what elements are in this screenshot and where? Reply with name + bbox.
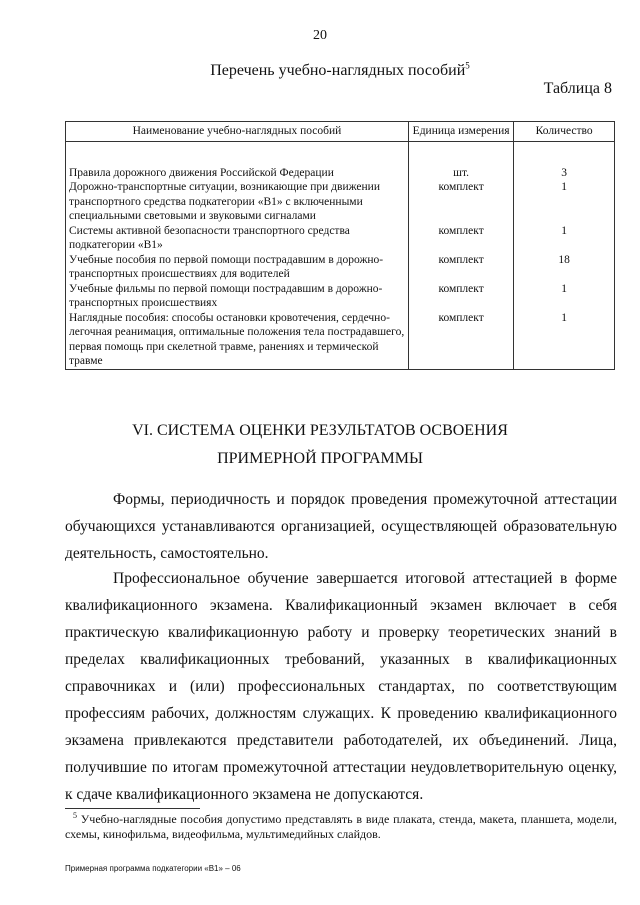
cell-unit: комплект (408, 180, 513, 224)
cell-unit: шт. (408, 141, 513, 180)
table-row (66, 282, 615, 311)
table-header-row (66, 122, 615, 142)
cell-quantity: 1 (514, 224, 615, 253)
footnote (65, 812, 617, 842)
footnote-reference: 5 (465, 60, 470, 71)
page-footer: Примерная программа подкатегории «В1» – 06 (65, 864, 241, 873)
table-row (66, 180, 615, 224)
cell-unit: комплект (408, 311, 513, 370)
cell-quantity: 3 (514, 141, 615, 180)
footnote-divider (65, 808, 200, 809)
cell-name: Системы активной безопасности транспортного средства подкатегории «В1» (66, 224, 409, 253)
header-unit: Единица измерения (408, 122, 513, 142)
cell-quantity: 1 (514, 311, 615, 370)
teaching-aids-table (65, 121, 615, 370)
cell-quantity: 18 (514, 253, 615, 282)
page-number: 20 (313, 28, 327, 43)
cell-name: Учебные фильмы по первой помощи пострадавшим в дорожно-транспортных происшествиях (66, 282, 409, 311)
table-row (66, 253, 615, 282)
table-label: Таблица 8 (543, 80, 612, 97)
paragraph: Профессиональное обучение завершается итоговой аттестацией в форме квалификационного экзамена. Квалификационный экзамен включает в себя практическую квалификационную работу и проверку теоретических знаний в пределах квалификационных требований, указанных в квалификационных справочниках и (или) профессиональных стандартах, по соответствующим профессиям рабочих, должностям служащих. К проведению квалификационного экзамена привлекаются представители работодателей, их объединений. Лица, получившие по итогам промежуточной аттестации неудовлетворительную оценку, к сдаче квалификационного экзамена не допускаются. (65, 570, 617, 803)
cell-name: Учебные пособия по первой помощи пострадавшим в дорожно-транспортных происшествиях для водителей (66, 253, 409, 282)
list-title-text: Перечень учебно-наглядных пособий (210, 62, 466, 79)
cell-name: Дорожно-транспортные ситуации, возникающие при движении транспортного средства подкатегории «В1» с включенными специальными световыми и звуковыми сигналами (66, 180, 409, 224)
list-title (0, 62, 640, 80)
header-quantity: Количество (514, 122, 615, 142)
cell-quantity: 1 (514, 180, 615, 224)
section-title-line: ПРИМЕРНОЙ ПРОГРАММЫ (217, 450, 423, 467)
header-name: Наименование учебно-наглядных пособий (66, 122, 409, 142)
cell-name: Правила дорожного движения Российской Федерации (66, 141, 409, 180)
footnote-mark: 5 (73, 811, 77, 820)
cell-unit: комплект (408, 253, 513, 282)
cell-quantity: 1 (514, 282, 615, 311)
table-row (66, 141, 615, 180)
cell-unit: комплект (408, 282, 513, 311)
footnote-text: Учебно-наглядные пособия допустимо представлять в виде плаката, стенда, макета, планшета, модели, схемы, кинофильма, видеофильма, мультимедийных слайдов. (65, 812, 618, 841)
section-title-line: VI. СИСТЕМА ОЦЕНКИ РЕЗУЛЬТАТОВ ОСВОЕНИЯ (132, 422, 508, 439)
table-row (66, 224, 615, 253)
cell-name: Наглядные пособия: способы остановки кровотечения, сердечно-легочная реанимация, оптимальные положения тела пострадавшего, первая помощь при скелетной травме, ранениях и термической травме (66, 311, 409, 370)
section-title (0, 417, 640, 473)
cell-unit: комплект (408, 224, 513, 253)
paragraph: Формы, периодичность и порядок проведения промежуточной аттестации обучающихся устанавливаются организацией, осуществляющей образовательную деятельность, самостоятельно. (65, 491, 617, 562)
table-row (66, 311, 615, 370)
